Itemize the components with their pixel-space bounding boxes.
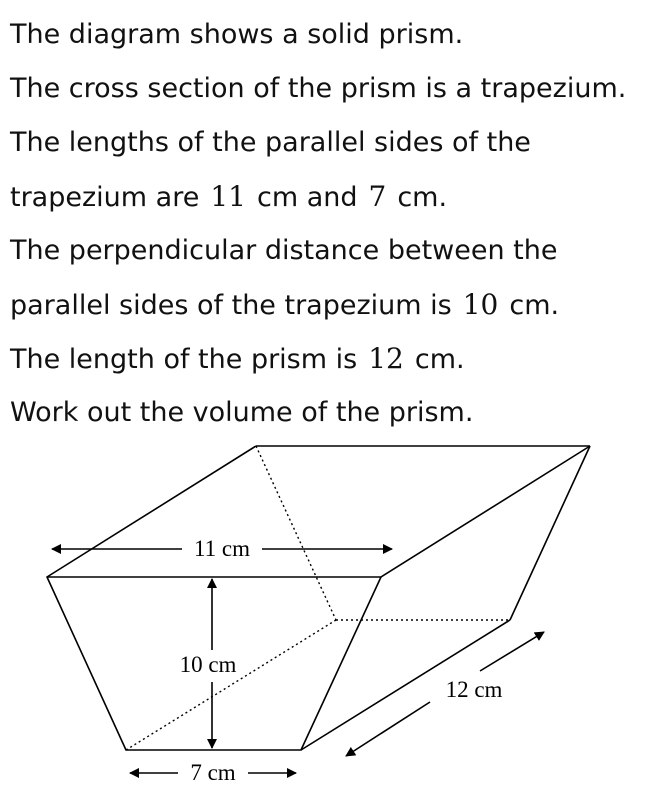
problem-line-1-text: The diagram shows a solid prism. <box>10 19 464 50</box>
back-right-edge <box>510 446 590 620</box>
length-label: 12 cm <box>445 677 503 702</box>
hidden-back-left-edge <box>256 446 336 620</box>
problem-line-4-mid: cm and <box>256 182 358 213</box>
problem-text <box>10 8 665 440</box>
hidden-bottom-left-edge <box>126 620 336 750</box>
problem-line-3 <box>10 116 665 170</box>
problem-line-7-post: cm. <box>414 344 465 375</box>
length-arrow-up <box>480 632 544 671</box>
problem-line-6 <box>10 278 665 332</box>
problem-line-4 <box>10 170 665 224</box>
problem-line-6-pre: parallel sides of the trapezium is <box>10 290 452 321</box>
prism-edges <box>47 446 590 750</box>
problem-line-5-text: The perpendicular distance between the <box>10 235 558 266</box>
problem-line-2-text: The cross section of the prism is a trapezium. <box>10 73 627 104</box>
problem-line-4-post: cm. <box>397 182 448 213</box>
height-value: 10 <box>462 288 499 321</box>
problem-line-2 <box>10 62 665 116</box>
problem-line-1 <box>10 8 665 62</box>
problem-line-3-text: The lengths of the parallel sides of the <box>10 127 531 158</box>
problem-line-4-pre: trapezium are <box>10 182 200 213</box>
problem-line-8-text: Work out the volume of the prism. <box>10 397 474 428</box>
prism-length-value: 12 <box>368 342 404 375</box>
top-length-value: 11 <box>210 180 246 213</box>
prism-diagram <box>0 430 670 805</box>
bottom-width-label: 7 cm <box>190 760 236 785</box>
problem-line-7 <box>10 332 665 386</box>
top-right-edge <box>381 446 590 577</box>
top-width-label: 11 cm <box>194 536 250 561</box>
bottom-length-value: 7 <box>368 180 387 213</box>
problem-line-7-pre: The length of the prism is <box>10 344 358 375</box>
length-arrow-down <box>346 702 430 756</box>
problem-line-5 <box>10 224 665 278</box>
problem-line-6-post: cm. <box>509 290 560 321</box>
height-label: 10 cm <box>179 652 237 677</box>
